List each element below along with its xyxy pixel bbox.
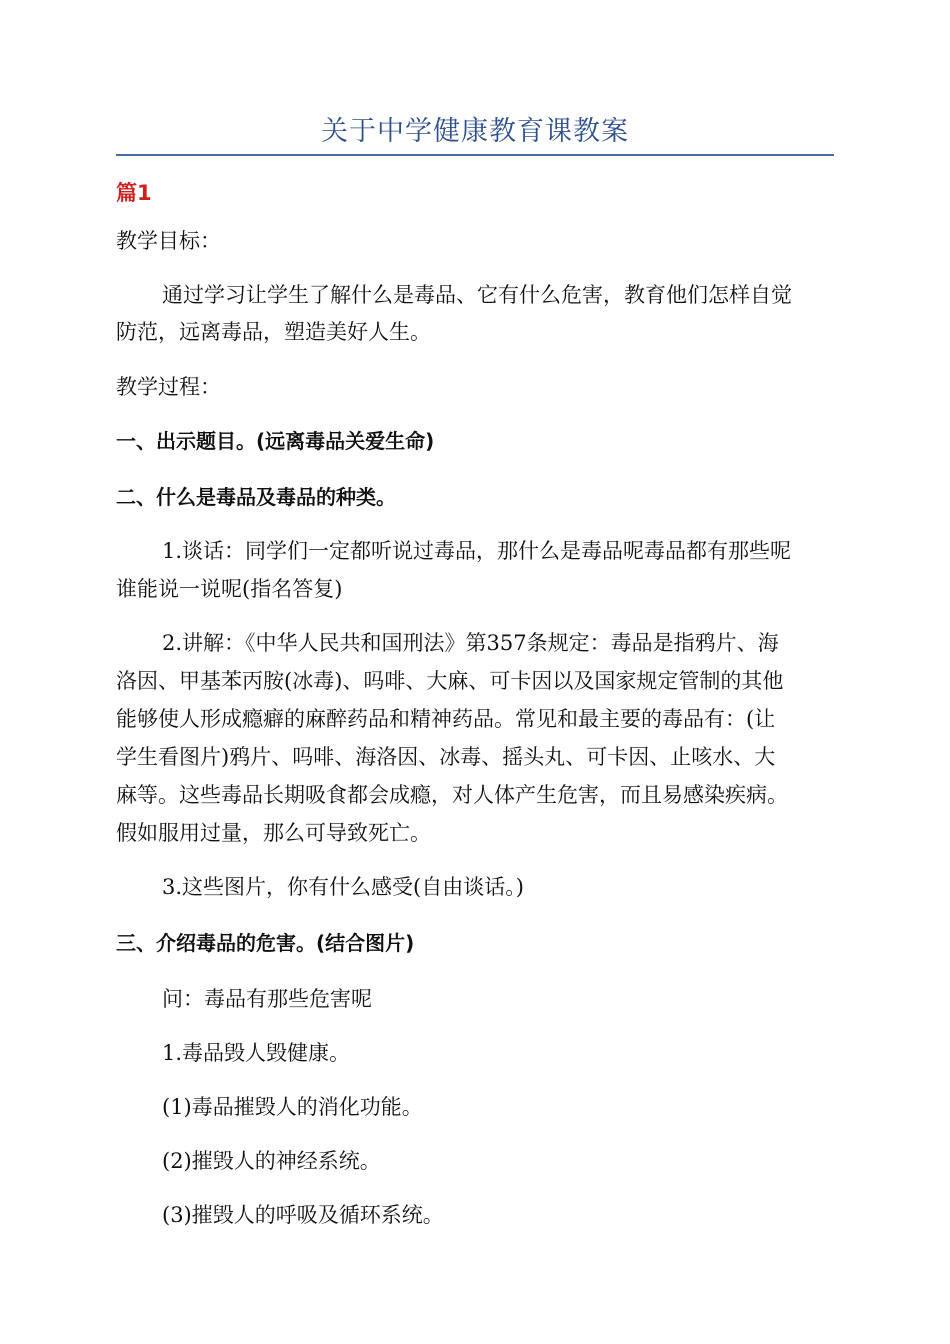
item1-line-2: 谁能说一说呢(指名答复)	[116, 577, 343, 601]
item2-line-1: 2.讲解：《中华人民共和国刑法》第357条规定：毒品是指鸦片、海	[162, 631, 779, 655]
harm-1-sub-3: (3)摧毁人的呼吸及循环系统。	[162, 1203, 444, 1227]
harm-1: 1.毒品毁人毁健康。	[162, 1041, 351, 1065]
objective-heading: 教学目标：	[116, 229, 221, 253]
question-text: 问：毒品有那些危害呢	[162, 987, 372, 1011]
item1-line-1: 1.谈话：同学们一定都听说过毒品，那什么是毒品呢毒品都有那些呢	[162, 539, 792, 563]
process-heading: 教学过程：	[116, 375, 221, 399]
item3: 3.这些图片，你有什么感受(自由谈话。)	[162, 875, 524, 899]
harm-1-sub-2: (2)摧毁人的神经系统。	[162, 1149, 381, 1173]
item2-line-6: 假如服用过量，那么可导致死亡。	[116, 821, 431, 845]
document-title: 关于中学健康教育课教案	[321, 116, 629, 147]
title-underline	[116, 154, 834, 156]
part-label: 篇1	[116, 181, 152, 205]
section-heading-2: 二、什么是毒品及毒品的种类。	[116, 485, 396, 509]
item2-line-5: 麻等。这些毒品长期吸食都会成瘾，对人体产生危害，而且易感染疾病。	[116, 783, 788, 807]
section-heading-3: 三、介绍毒品的危害。(结合图片)	[116, 931, 415, 955]
objective-text-line-2: 防范，远离毒品，塑造美好人生。	[116, 320, 431, 344]
item2-line-4: 学生看图片)鸦片、吗啡、海洛因、冰毒、摇头丸、可卡因、止咳水、大	[116, 745, 776, 769]
harm-1-sub-1: (1)毒品摧毁人的消化功能。	[162, 1095, 423, 1119]
item2-line-2: 洛因、甲基苯丙胺(冰毒)、吗啡、大麻、可卡因以及国家规定管制的其他	[116, 669, 784, 693]
section-heading-1: 一、出示题目。(远离毒品关爱生命)	[116, 429, 435, 453]
objective-text-line-1: 通过学习让学生了解什么是毒品、它有什么危害，教育他们怎样自觉	[162, 283, 792, 307]
item2-line-3: 能够使人形成瘾癖的麻醉药品和精神药品。常见和最主要的毒品有：(让	[116, 707, 776, 731]
